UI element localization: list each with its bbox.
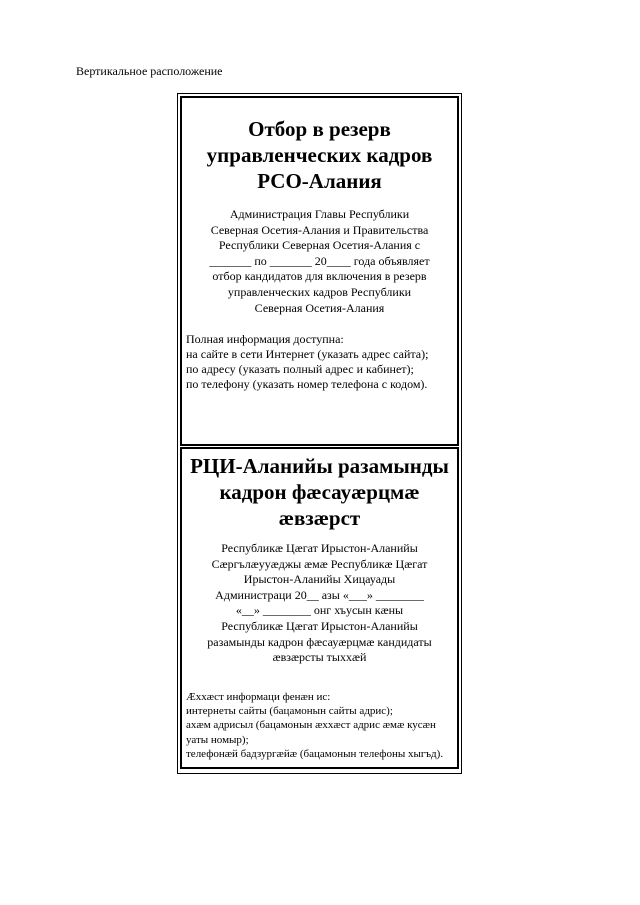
info-line: интернеты сайты (бацамонын сайты адрис); — [186, 705, 393, 718]
notice-line: «__» ________ онг хъусын кæны — [235, 603, 404, 618]
title-line: Отбор в резерв — [248, 117, 391, 141]
title-line: РСО-Алания — [257, 169, 382, 193]
info-line: по телефону (указать номер телефона с кодом). — [186, 377, 428, 391]
notice-line: разамынды кадрон фæсауæрцмæ кандидаты — [207, 634, 432, 649]
announcement-russian — [180, 96, 459, 446]
title-line: РЦИ-Аланийы разамынды — [190, 454, 449, 478]
announcement-notice-ru — [186, 207, 453, 316]
notice-line: Сæргълæууæджы æмæ Республикæ Цæгат — [211, 556, 428, 571]
info-line: Æххæст информаци фенæн ис: — [186, 691, 331, 703]
announcement-title-ru — [182, 116, 457, 194]
info-line: на сайте в сети Интернет (указать адрес сайта); — [186, 347, 429, 361]
announcement-frame — [177, 93, 462, 774]
page-orientation-label: Вертикальное расположение — [76, 64, 223, 78]
notice-line: управленческих кадров Республики — [227, 284, 412, 299]
title-line: управленческих кадров — [206, 143, 433, 167]
contact-info-os — [186, 690, 456, 761]
notice-line: Северная Осетия-Алания — [254, 300, 385, 315]
info-line: ахæм адрисыл (бацамонын æххæст адрис æмæ кусæн уаты номыр); — [186, 719, 436, 746]
notice-line: Республики Северная Осетия-Алания с — [218, 238, 421, 253]
title-line: æвзæрст — [278, 506, 361, 530]
notice-line: Республикæ Цæгат Ирыстон-Аланийы — [221, 541, 418, 555]
announcement-title-os — [182, 453, 457, 531]
info-line: Полная информация доступна: — [186, 332, 344, 346]
notice-line: æвзæрсты тыххæй — [272, 650, 367, 665]
notice-line: Республикæ Цæгат Ирыстон-Аланийы — [221, 618, 418, 633]
announcement-notice-os — [186, 541, 453, 666]
notice-line: Ирыстон-Аланийы Хицауады — [243, 572, 396, 587]
info-line: телефонæй бадзургæйæ (бацамонын телефоны хыгъд). — [186, 747, 444, 760]
notice-line: Администрация Главы Республики — [229, 207, 410, 221]
notice-line: Администраци 20__ азы «___» ________ — [215, 587, 424, 602]
contact-info-ru — [186, 332, 456, 392]
announcement-ossetian — [180, 447, 459, 769]
info-line: по адресу (указать полный адрес и кабинет); — [186, 362, 414, 376]
notice-line: отбор кандидатов для включения в резерв — [212, 269, 427, 284]
notice-line: Северная Осетия-Алания и Правительства — [210, 222, 429, 237]
title-line: кадрон фæсауæрцмæ — [219, 480, 420, 504]
notice-line: _______ по _______ 20____ года объявляет — [209, 253, 430, 268]
